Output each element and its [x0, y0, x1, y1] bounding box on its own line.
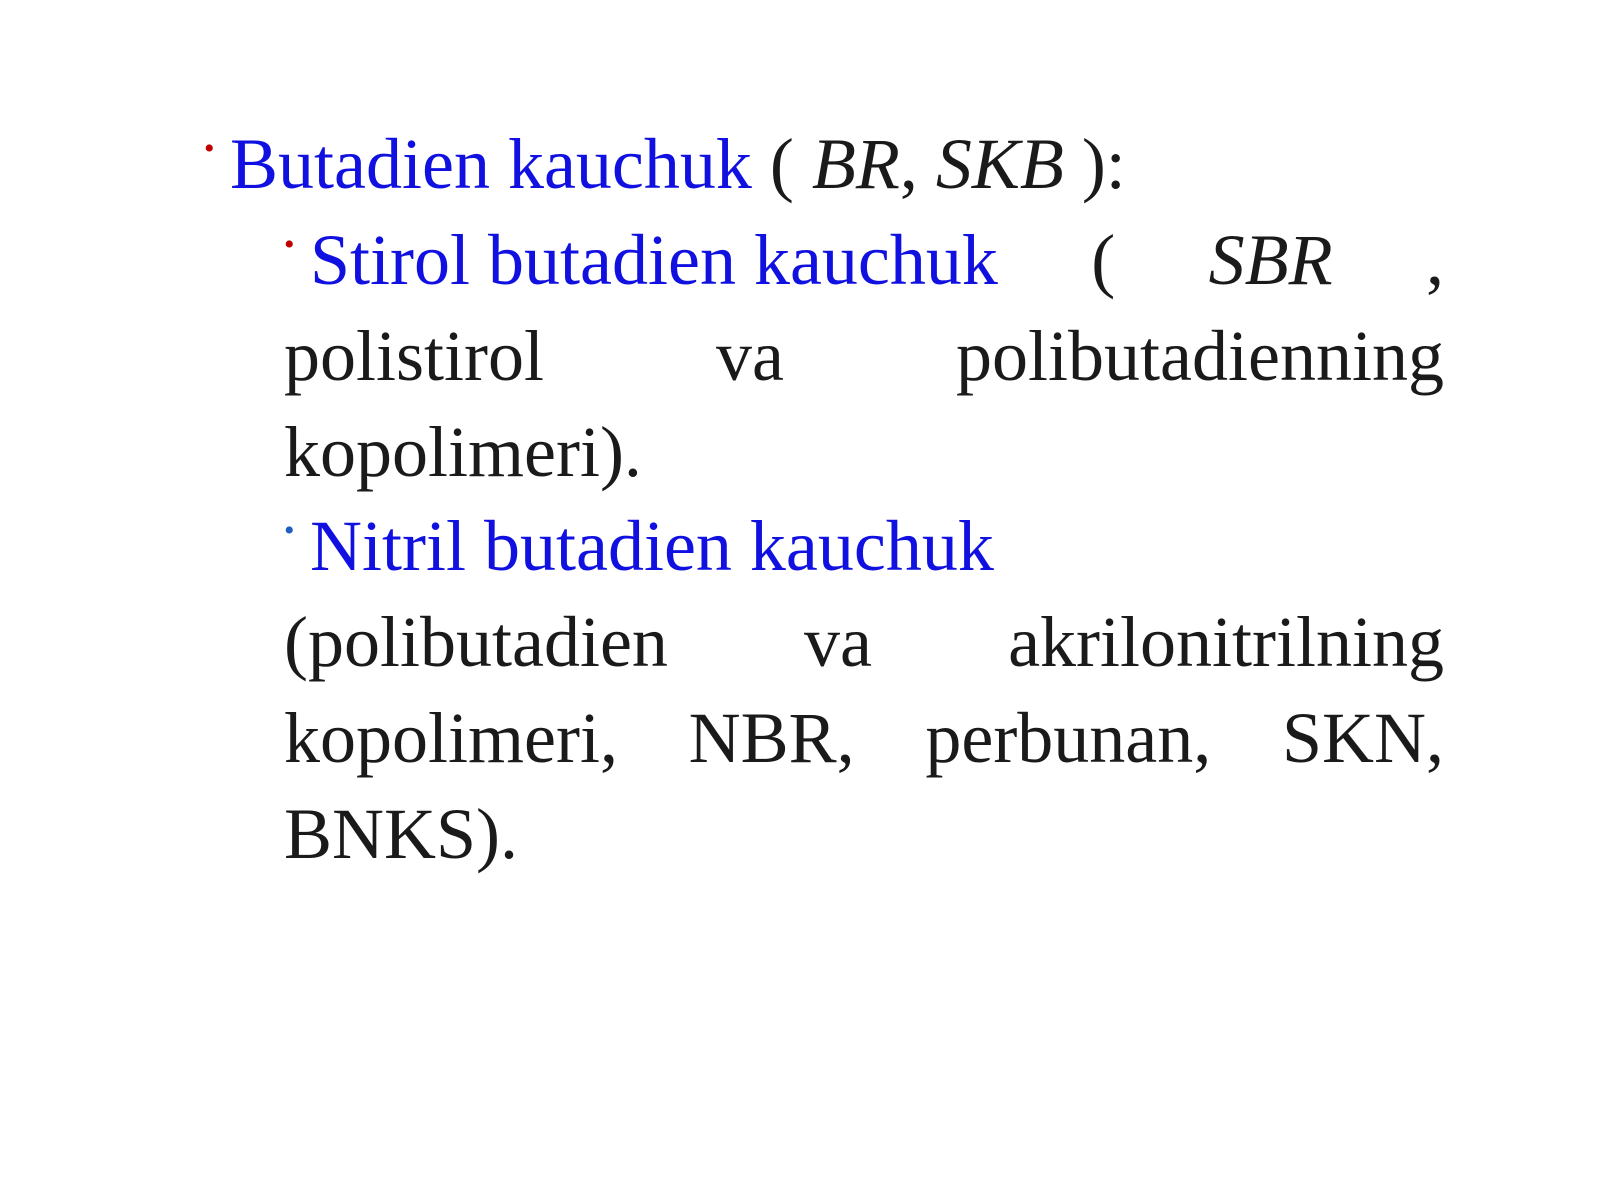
- item-text-line: (polibutadien va akrilonitrilning: [284, 602, 1444, 682]
- item-title: Stirol butadien kauchuk: [310, 220, 998, 300]
- item-butadien-kauchuk: Butadien kauchuk ( BR, SKB ):: [230, 124, 1126, 204]
- item-text-line: BNKS).: [284, 794, 519, 874]
- item-text-line: kopolimeri, NBR, perbunan, SKN,: [284, 698, 1444, 778]
- abbr-br: BR: [811, 124, 900, 204]
- abbr-sbr: SBR: [1208, 220, 1333, 300]
- bullet-red: •: [284, 228, 295, 261]
- bullet-blue: •: [284, 514, 295, 547]
- item-text-line: polistirol va polibutadienning: [284, 316, 1444, 396]
- abbr-skb: SKB: [935, 124, 1064, 204]
- item-text-line: kopolimeri).: [284, 412, 642, 492]
- bullet-red: •: [204, 132, 215, 165]
- item-stirol-butadien-kauchuk: Stirol butadien kauchuk ( SBR ,: [310, 220, 1444, 300]
- item-title: Nitril butadien kauchuk: [310, 506, 994, 586]
- item-nitril-butadien-kauchuk: [310, 506, 994, 586]
- item-title: Butadien kauchuk: [230, 124, 752, 204]
